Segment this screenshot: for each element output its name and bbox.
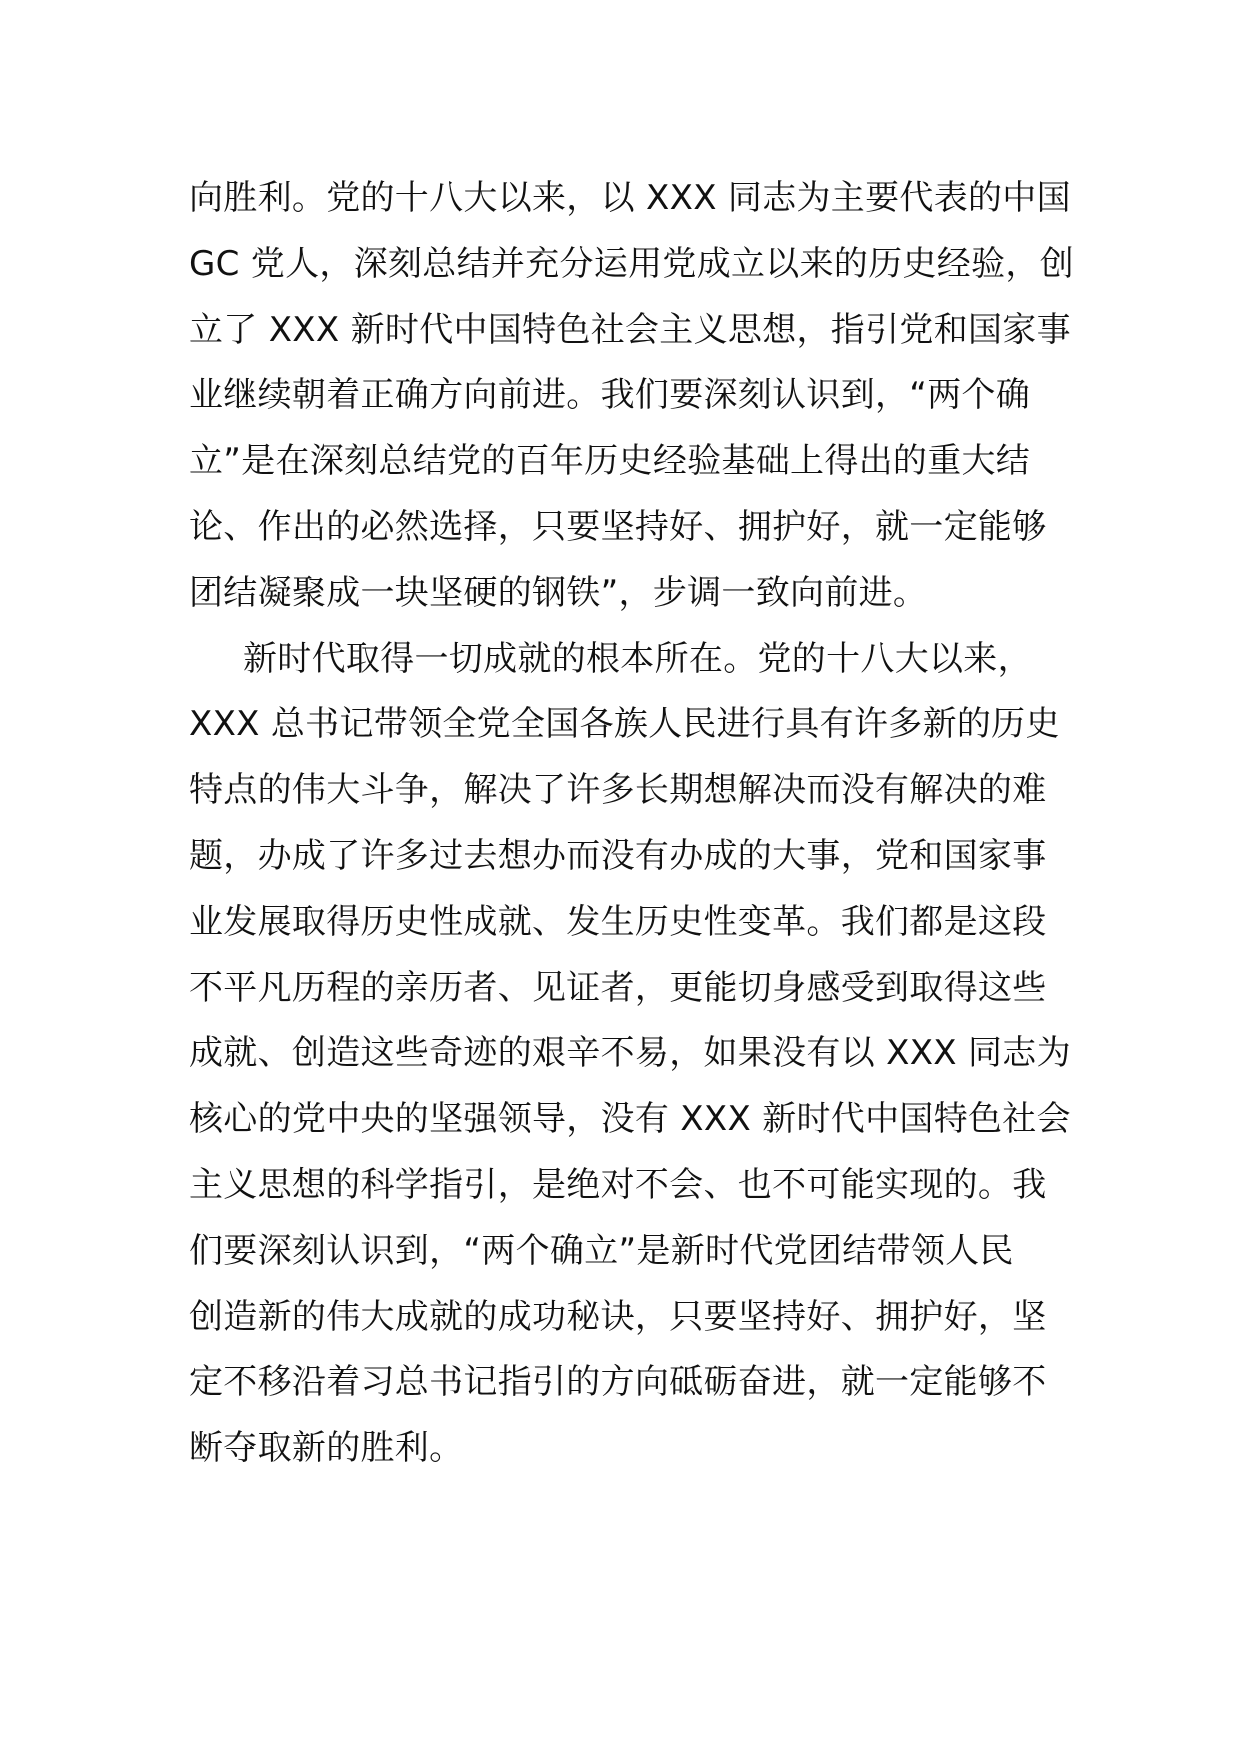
paragraph-line: 立了 XXX 新时代中国特色社会主义思想，指引党和国家事 (189, 309, 1071, 350)
paragraph-line: 向胜利。党的十八大以来，以 XXX 同志为主要代表的中国 (189, 178, 1071, 218)
paragraph-line: XXX 总书记带领全党全国各族人民进行具有许多新的历史 (189, 704, 1060, 745)
document-body (189, 166, 1074, 1482)
paragraph-line: 定不移沿着习总书记指引的方向砥砺奋进，就一定能够不 (189, 1362, 1047, 1403)
paragraph-line: 特点的伟大斗争，解决了许多长期想解决而没有解决的难 (189, 770, 1047, 811)
paragraph-line: 核心的党中央的坚强领导，没有 XXX 新时代中国特色社会 (189, 1099, 1071, 1140)
paragraph-line: 成就、创造这些奇迹的艰辛不易，如果没有以 XXX 同志为 (189, 1033, 1071, 1074)
paragraph-line: 团结凝聚成一块坚硬的钢铁”，步调一致向前进。 (189, 572, 928, 613)
paragraph-line: 创造新的伟大成就的成功秘诀，只要坚持好、拥护好，坚 (189, 1296, 1047, 1337)
paragraph-line: 论、作出的必然选择，只要坚持好、拥护好，就一定能够 (189, 506, 1047, 547)
paragraph-line: GC 党人，深刻总结并充分运用党成立以来的历史经验，创 (189, 243, 1074, 284)
paragraph-line: 业发展取得历史性成就、发生历史性变革。我们都是这段 (189, 901, 1047, 942)
paragraph-line: 业继续朝着正确方向前进。我们要深刻认识到，“两个确 (189, 375, 1031, 416)
paragraph-line: 题，办成了许多过去想办而没有办成的大事，党和国家事 (189, 835, 1047, 876)
paragraph-1 (189, 166, 1074, 627)
paragraph-line: 主义思想的科学指引，是绝对不会、也不可能实现的。我 (189, 1164, 1047, 1205)
paragraph-line: 立”是在深刻总结党的百年历史经验基础上得出的重大结 (189, 441, 1031, 482)
paragraph-line: 断夺取新的胜利。 (189, 1428, 464, 1469)
paragraph-2 (189, 627, 1071, 1482)
paragraph-line: 不平凡历程的亲历者、见证者，更能切身感受到取得这些 (189, 967, 1047, 1008)
paragraph-line: 们要深刻认识到，“两个确立”是新时代党团结带领人民 (189, 1230, 1014, 1271)
paragraph-line: 新时代取得一切成就的根本所在。党的十八大以来， (243, 638, 1032, 679)
